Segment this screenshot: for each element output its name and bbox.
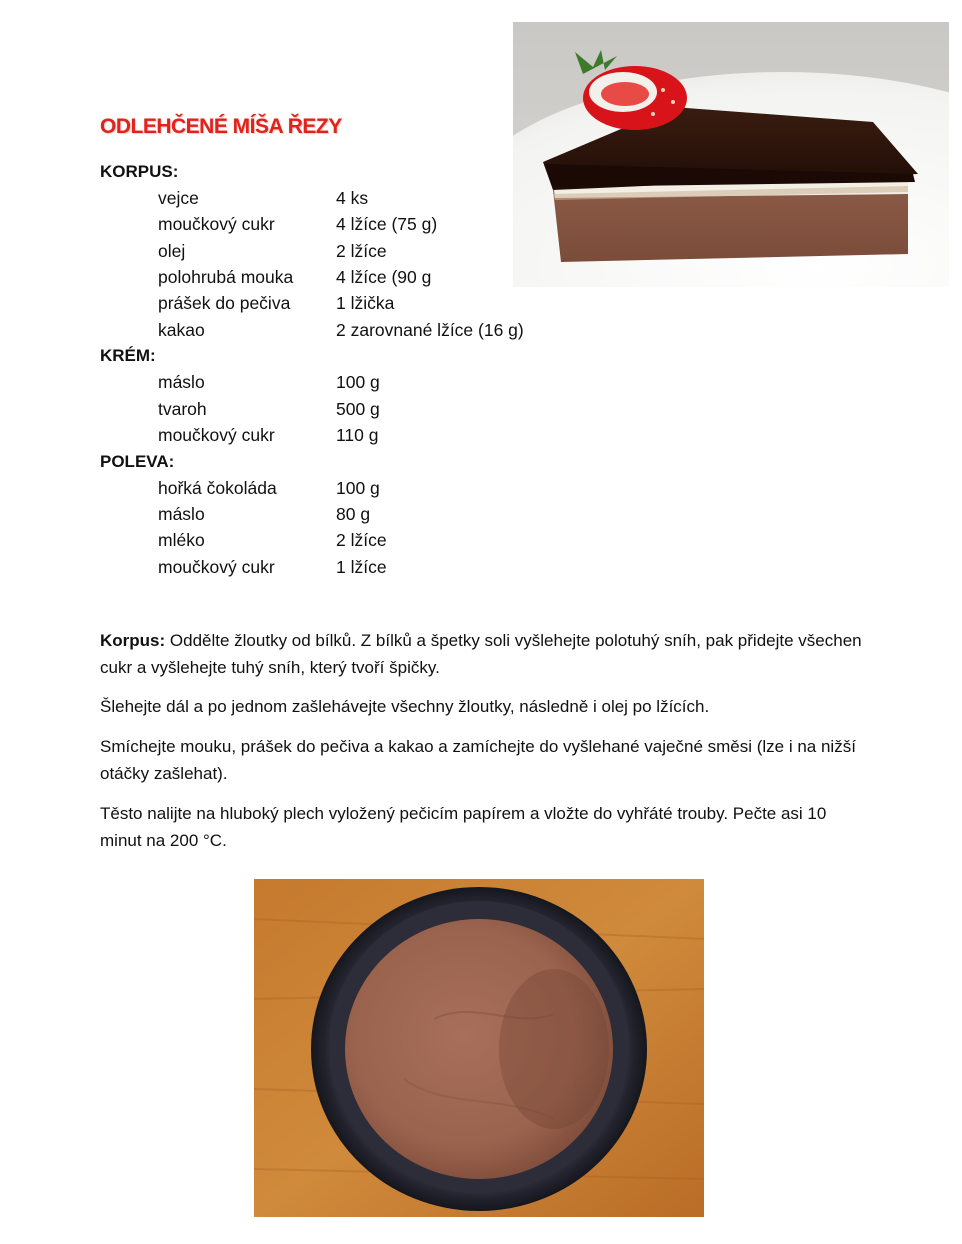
ingredient-amount: 100 g	[336, 372, 380, 392]
ingredient-amount: 4 lžíce (90 g	[336, 267, 432, 287]
ingredient-row	[158, 240, 558, 266]
ingredient-amount: 80 g	[336, 504, 371, 524]
ingredient-row	[158, 371, 558, 397]
ingredient-name: mléko	[158, 530, 205, 550]
baked-sponge-photo	[254, 879, 704, 1217]
instruction-paragraph	[100, 627, 870, 681]
section-heading-korpus: KORPUS:	[100, 162, 179, 181]
section-heading-poleva: POLEVA:	[100, 452, 175, 471]
ingredient-row	[158, 187, 558, 213]
ingredient-row	[158, 503, 558, 529]
ingredient-name: vejce	[158, 188, 199, 208]
ingredient-amount: 4 ks	[336, 188, 369, 208]
ingredient-amount: 2 zarovnané lžíce (16 g)	[336, 320, 524, 340]
ingredient-name: moučkový cukr	[158, 425, 275, 445]
ingredient-name: polohrubá mouka	[158, 267, 294, 287]
ingredient-amount: 110 g	[336, 425, 379, 445]
instruction-label: Korpus:	[100, 631, 166, 650]
instruction-paragraph: Těsto nalijte na hluboký plech vyložený pečicím papírem a vložte do vyhřáté trouby. Pečte asi 10 minut na 200 °C.	[100, 804, 827, 850]
ingredient-row	[158, 424, 558, 450]
ingredient-amount: 500 g	[336, 399, 380, 419]
ingredient-row	[158, 319, 558, 345]
ingredient-amount: 4 lžíce (75 g)	[336, 214, 438, 234]
ingredient-name: kakao	[158, 320, 205, 340]
ingredient-row	[158, 266, 558, 292]
instruction-text: Oddělte žloutky od bílků. Z bílků a špetky soli vyšlehejte polotuhý sníh, pak přidejte všechen cukr a vyšlehejte tuhý sníh, který tvoří špičky.	[100, 631, 862, 677]
ingredient-amount: 1 lžíce	[336, 557, 387, 577]
ingredient-name: prášek do pečiva	[158, 293, 291, 313]
instruction-paragraph: Šlehejte dál a po jednom zašlehávejte všechny žloutky, následně i olej po lžících.	[100, 697, 710, 716]
cake-slice-photo	[513, 22, 949, 287]
instruction-paragraph: Smíchejte mouku, prášek do pečiva a kakao a zamíchejte do vyšlehané vaječné směsi (lze i na nižší otáčky zašlehat).	[100, 737, 856, 783]
ingredient-name: olej	[158, 241, 186, 261]
section-heading-krem: KRÉM:	[100, 346, 156, 365]
ingredient-amount: 100 g	[336, 478, 380, 498]
ingredient-name: hořká čokoláda	[158, 478, 277, 498]
ingredient-name: máslo	[158, 504, 205, 524]
ingredient-row	[158, 292, 558, 318]
ingredient-row	[158, 529, 558, 555]
ingredient-name: moučkový cukr	[158, 214, 275, 234]
ingredient-amount: 2 lžíce	[336, 241, 387, 261]
ingredient-row	[158, 477, 558, 503]
ingredient-amount: 2 lžíce	[336, 530, 387, 550]
ingredient-name: máslo	[158, 372, 205, 392]
recipe-title: ODLEHČENÉ MÍŠA ŘEZY	[100, 115, 342, 138]
ingredient-row	[158, 213, 558, 239]
ingredient-name: moučkový cukr	[158, 557, 275, 577]
ingredient-amount: 1 lžička	[336, 293, 395, 313]
ingredient-row	[158, 398, 558, 424]
ingredient-name: tvaroh	[158, 399, 207, 419]
ingredient-row	[158, 556, 558, 582]
